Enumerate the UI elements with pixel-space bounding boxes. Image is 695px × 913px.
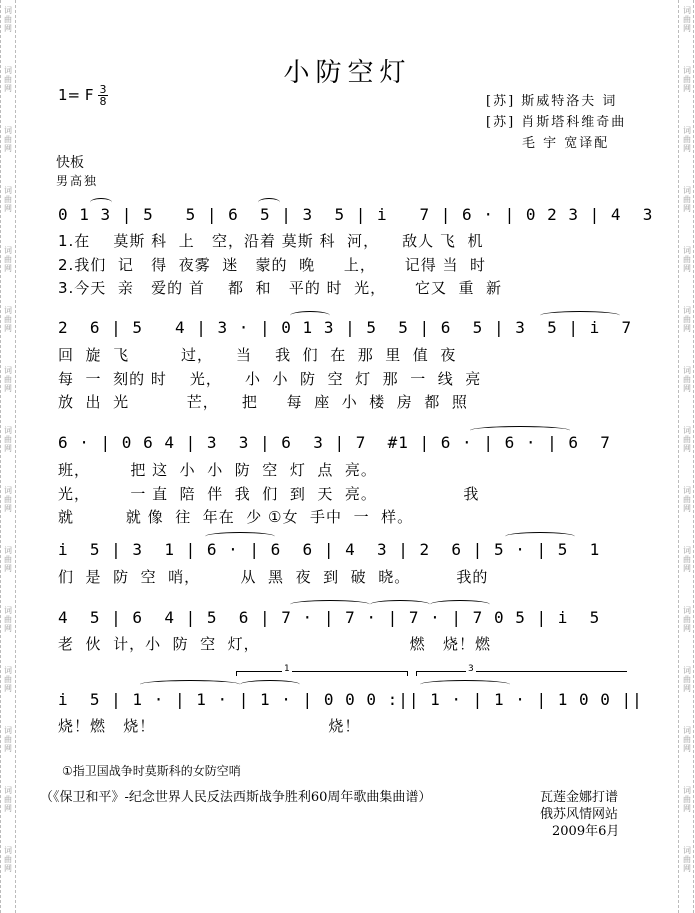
lyric-line-3-verse-3: 就 就 像 往 年在 少 ①女 手中 一 样。 (58, 508, 414, 526)
watermark-glyph: 词 曲 网 (683, 486, 691, 513)
time-sig-top: 3 (99, 83, 107, 96)
watermark-glyph: 词 曲 网 (683, 606, 691, 633)
watermark-glyph: 词 曲 网 (4, 6, 12, 33)
lyric-line-2-verse-2: 每 一 刻的 时 光， 小 小 防 空 灯 那 一 线 亮 (58, 370, 482, 388)
watermark-glyph: 词 曲 网 (683, 66, 691, 93)
watermark-glyph: 词 曲 网 (4, 126, 12, 153)
transcriber: 瓦莲金娜打谱 (540, 790, 619, 805)
composer-credit: [苏] 肖斯塔科维奇曲 (486, 115, 627, 130)
website: 俄苏风情网站 (540, 807, 619, 822)
watermark-glyph: 词 曲 网 (4, 786, 12, 813)
volta-number-1: 1 (284, 664, 290, 674)
lyric-line-4: 们 是 防 空 哨， 从 黑 夜 到 破 晓。 我的 (58, 568, 489, 586)
time-signature (98, 84, 108, 107)
slur (420, 680, 510, 689)
lyric-line-3-verse-2: 光， 一 直 陪 伴 我 们 到 天 亮。 我 (58, 485, 480, 503)
lyricist-credit: [苏] 斯威特洛夫 词 (486, 94, 618, 109)
watermark-glyph: 词 曲 网 (683, 846, 691, 873)
watermark-glyph: 词 曲 网 (683, 306, 691, 333)
lyric-line-5: 老 伙 计，小 防 空 灯， 燃 烧！燃 (58, 635, 491, 653)
watermark-glyph: 词 曲 网 (4, 246, 12, 273)
key-signature: 1= F (58, 86, 94, 104)
notation-line-4: i 5 | 3 1 | 6 · | 6 6 | 4 3 | 2 6 | 5 · | 5 1 (58, 540, 601, 559)
notation-line-5: 4 5 | 6 4 | 5 6 | 7 · | 7 · | 7 · | 7 0 5 | i 5 (58, 608, 601, 627)
lyric-line-1-verse-1: 1.在 莫斯 科 上 空，沿着 莫斯 科 河， 敌人 飞 机 (58, 232, 484, 250)
volta-number-3: 3 (468, 664, 474, 674)
watermark-glyph: 词 曲 网 (4, 846, 12, 873)
watermark-glyph: 词 曲 网 (683, 126, 691, 153)
watermark-glyph: 词 曲 网 (4, 606, 12, 633)
footnote: ①指卫国战争时莫斯科的女防空哨 (62, 764, 241, 778)
watermark-glyph: 词 曲 网 (4, 486, 12, 513)
watermark-glyph: 词 曲 网 (4, 426, 12, 453)
watermark-glyph: 词 曲 网 (4, 306, 12, 333)
watermark-glyph: 词 曲 网 (4, 726, 12, 753)
date: 2009年6月 (552, 824, 620, 839)
lyric-line-2-verse-1: 回 旋 飞 过， 当 我 们 在 那 里 值 夜 (58, 346, 457, 364)
notation-line-1: 0 1 3 | 5 5 | 6 5 | 3 5 | i 7 | 6 · | 0 2 3 | 4 3 (58, 205, 654, 224)
source-citation: （《保卫和平》-纪念世界人民反法西斯战争胜利60周年歌曲集曲谱） (40, 790, 432, 805)
lyric-line-6: 烧！燃 烧！ 烧！ (58, 717, 361, 735)
song-title: 小防空灯 (283, 58, 412, 88)
watermark-glyph: 词 曲 网 (683, 426, 691, 453)
slur (140, 680, 240, 689)
watermark-glyph: 词 曲 网 (4, 66, 12, 93)
lyric-line-2-verse-3: 放 出 光 芒， 把 每 座 小 楼 房 都 照 (58, 393, 468, 411)
notation-line-3: 6 · | 0 6 4 | 3 3 | 6 3 | 7 #1 | 6 · | 6 · | 6 7 (58, 433, 611, 452)
watermark-glyph: 词 曲 网 (4, 546, 12, 573)
watermark-glyph: 词 曲 网 (683, 186, 691, 213)
lyric-line-3-verse-1: 班， 把 这 小 小 防 空 灯 点 亮。 (58, 461, 377, 479)
watermark-glyph: 词 曲 网 (4, 186, 12, 213)
lyric-line-1-verse-2: 2.我们 记 得 夜雾 迷 蒙的 晚 上， 记得 当 时 (58, 256, 487, 274)
translator-credit: 毛 宇 宽译配 (522, 136, 610, 151)
volta-bracket-1 (236, 671, 408, 676)
watermark-glyph: 词 曲 网 (4, 666, 12, 693)
voice-part: 男高独 (56, 174, 99, 188)
time-sig-bottom: 8 (99, 95, 107, 108)
watermark-glyph: 词 曲 网 (683, 546, 691, 573)
watermark-glyph: 词 曲 网 (683, 786, 691, 813)
tempo-marking: 快板 (56, 155, 84, 171)
watermark-glyph: 词 曲 网 (683, 366, 691, 393)
notation-line-6: i 5 | 1 · | 1 · | 1 · | 0 0 0 :|| 1 · | 1 · | 1 0 0 || (58, 690, 643, 709)
watermark-glyph: 词 曲 网 (4, 366, 12, 393)
notation-line-2: 2 6 | 5 4 | 3 · | 0 1 3 | 5 5 | 6 5 | 3 5 | i 7 (58, 318, 633, 337)
volta-bracket-3 (416, 671, 627, 676)
slur (240, 680, 300, 689)
lyric-line-1-verse-3: 3.今天 亲 爱的 首 都 和 平的 时 光， 它又 重 新 (58, 279, 503, 297)
watermark-glyph: 词 曲 网 (683, 246, 691, 273)
watermark-glyph: 词 曲 网 (683, 6, 691, 33)
watermark-glyph: 词 曲 网 (683, 726, 691, 753)
watermark-glyph: 词 曲 网 (683, 666, 691, 693)
